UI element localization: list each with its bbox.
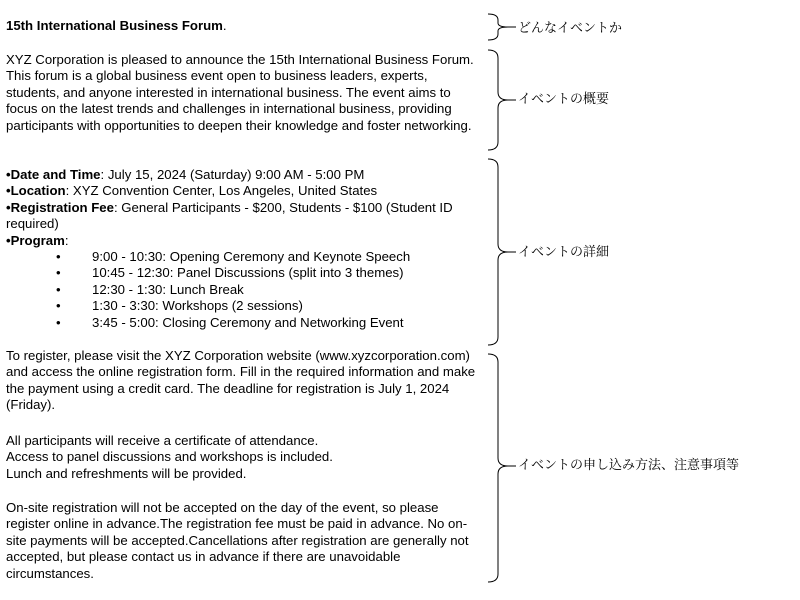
notes-block <box>6 500 476 582</box>
annotation-what-event: どんなイベントか <box>518 21 623 36</box>
program-colon: : <box>64 232 69 248</box>
document-title <box>6 18 476 34</box>
fee-line <box>6 200 476 233</box>
registration-block <box>6 348 476 414</box>
program-item-text: 9:00 - 10:30: Opening Ceremony and Keynote Speech <box>92 249 411 265</box>
annotation-details: イベントの詳細 <box>518 245 610 260</box>
program-item-text: 1:30 - 3:30: Workshops (2 sessions) <box>92 298 303 314</box>
title-block <box>6 18 476 34</box>
details-block <box>6 167 476 331</box>
title-period: . <box>222 18 227 33</box>
date-line <box>6 167 476 183</box>
bullet: • <box>56 249 61 265</box>
program-list <box>6 249 476 331</box>
annotation-how-to-apply: イベントの申し込み方法、注意事項等 <box>518 458 740 473</box>
program-label: •Program <box>6 232 65 248</box>
title-text: 15th International Business Forum <box>6 18 223 33</box>
bullet: • <box>56 281 61 297</box>
fee-value: : General Participants - $200, Students - $100 (Student ID required) <box>6 199 453 232</box>
fee-label: •Registration Fee <box>6 199 114 215</box>
program-item-text: 3:45 - 5:00: Closing Ceremony and Networking Event <box>92 314 404 330</box>
bullet: • <box>56 298 61 314</box>
program-item <box>6 249 476 265</box>
program-item <box>6 282 476 298</box>
program-item <box>6 265 476 281</box>
registration-paragraph: To register, please visit the XYZ Corporation website (www.xyzcorporation.com) and access the online registration form. Fill in the required information and make the payment using a credit card. The deadline for registration is July 1, 2024 (Friday). <box>6 348 476 413</box>
location-value: : XYZ Convention Center, Los Angeles, United States <box>65 183 378 199</box>
bullet: • <box>56 314 61 330</box>
bullet: • <box>56 265 61 281</box>
annotation-overview: イベントの概要 <box>518 92 610 107</box>
overview-paragraph: XYZ Corporation is pleased to announce the 15th International Business Forum. This forum is a global business event open to business leaders, experts, students, and anyone interested in international business. The event aims to focus on the latest trends and challenges in international business, providing participants with opportunities to deepen their knowledge and foster networking. <box>6 52 474 133</box>
notes-paragraph: On-site registration will not be accepted on the day of the event, so please register online in advance.The registration fee must be paid in advance. No on-site payments will be accepted.Cancellations after registration are generally not accepted, but please contact us in advance if there are unavoidable circumstances. <box>6 500 469 581</box>
program-item <box>6 315 476 331</box>
benefit-line: Lunch and refreshments will be provided. <box>6 465 247 481</box>
overview-block <box>6 52 476 134</box>
benefit-line: Access to panel discussions and workshops is included. <box>6 449 333 465</box>
date-value: : July 15, 2024 (Saturday) 9:00 AM - 5:00 PM <box>100 167 365 182</box>
program-item-text: 12:30 - 1:30: Lunch Break <box>92 281 244 297</box>
location-line <box>6 183 476 199</box>
program-item-text: 10:45 - 12:30: Panel Discussions (split into 3 themes) <box>92 265 404 281</box>
date-label: •Date and Time <box>6 167 101 182</box>
benefit-line: All participants will receive a certificate of attendance. <box>6 433 319 448</box>
benefits-block <box>6 433 476 482</box>
program-line <box>6 233 476 249</box>
program-item <box>6 298 476 314</box>
location-label: •Location <box>6 183 66 199</box>
